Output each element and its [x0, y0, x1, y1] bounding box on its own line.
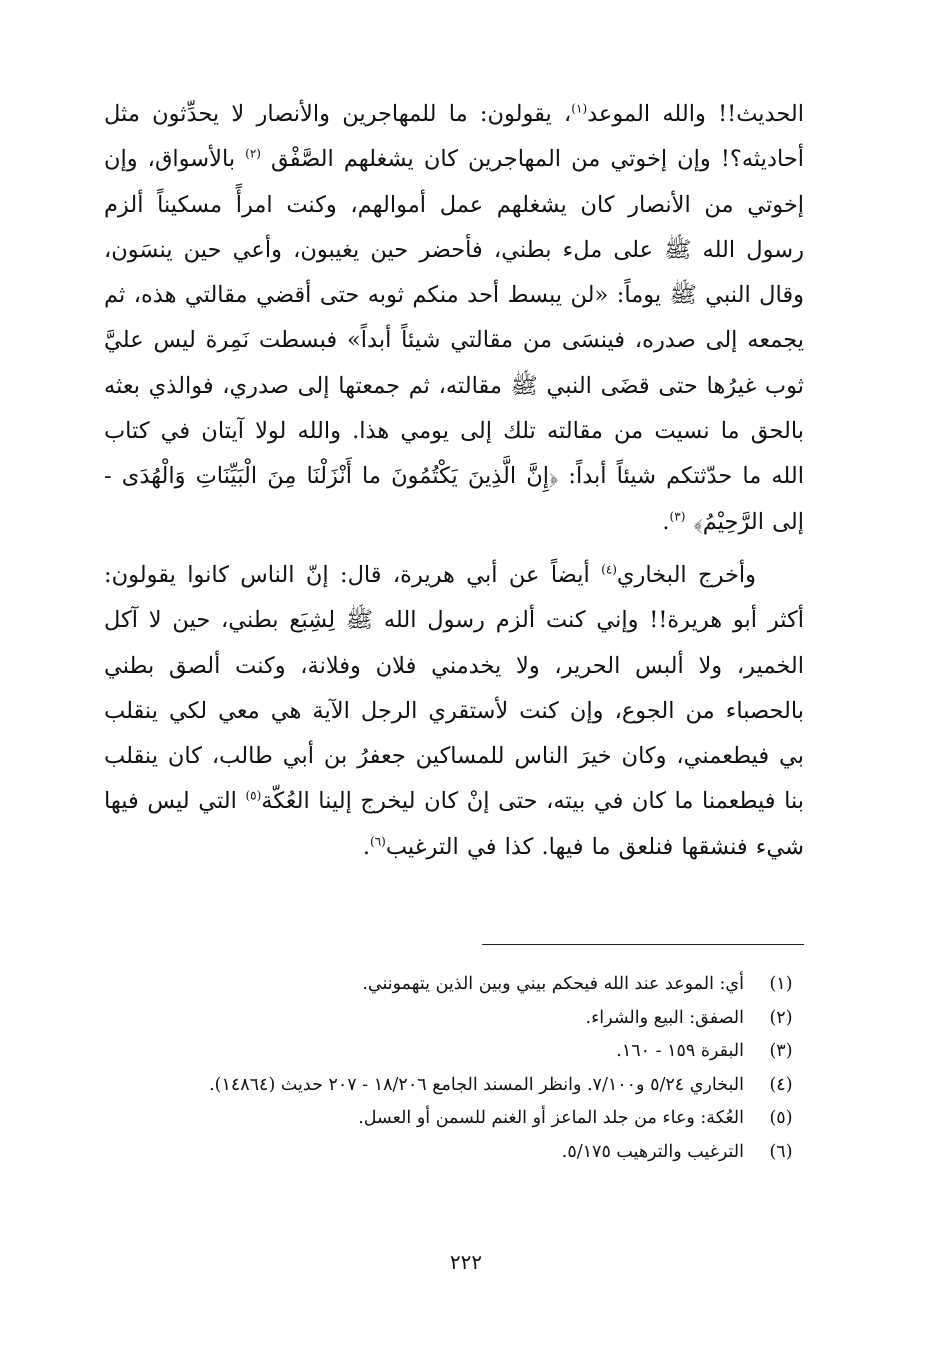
footnote-item — [104, 1136, 804, 1170]
paragraph-1 — [104, 92, 804, 545]
text-run: ، يقولون: ما للمهاجرين والأنصار لا يحدِّثون مثل أحاديثه؟! وإن إخوتي من المهاجرين كان يشغلهم الصَّفْق — [104, 101, 804, 173]
footnote-item — [104, 968, 804, 1002]
footnote-text: العُكة: وعاء من جلد الماعز أو الغنم للسمن أو العسل. — [358, 1108, 744, 1128]
footnote-item — [104, 1069, 804, 1103]
footnote-ref-3: (٣) — [669, 509, 686, 524]
footnote-text: البخاري ٥/٢٤ و٧/١٠٠. وانظر المسند الجامع ١٨/٢٠٦ - ٢٠٧ حديث (١٤٨٦٤). — [209, 1074, 744, 1095]
text-run: . — [662, 508, 670, 535]
text-run: بالأسواق، وإن إخوتي من الأنصار كان يشغلهم عمل أموالهم، وكنت امرأً مسكيناً ألزم رسول الله ﷺ على ملء بطني، فأحضر حين يغيبون، وأعي حين ينسَون، وقال النبي ﷺ يوماً: «لن يبسط أحد منكم ثوبه حتى أقضي مقالتي هذه، ثم يجمعه إلى صدره، فينسَى من مقالتي شيئاً أبداً» فبسطت نَمِرة ليس عليَّ ثوب غيرُها حتى قضَى النبي ﷺ مقالته، ثم جمعتها إلى صدري، فوالذي بعثه بالحق ما نسيت من مقالته تلك إلى يومي هذا. والله لولا آيتان في كتاب الله ما حدّثتكم شيئاً أبداً: ﴿إِنَّ الَّذِينَ يَكْتُمُونَ ما أَنْزَلْنَا مِنَ الْبَيِّنَاتِ وَالْهُدَى - إلى الرَّحِيْمُ﴾ — [104, 146, 804, 535]
footnote-item — [104, 1035, 804, 1069]
footnote-number: (٥) — [769, 1108, 793, 1128]
footnote-number: (٤) — [769, 1074, 793, 1095]
footnote-number: (٢) — [769, 1007, 793, 1028]
footnotes — [104, 968, 804, 1169]
footnote-divider — [482, 944, 804, 945]
footnote-item — [104, 1102, 804, 1136]
footnote-ref-4: (٤) — [601, 562, 617, 577]
footnote-number: (١) — [769, 974, 793, 994]
text-run: . — [362, 833, 370, 860]
text-run: أيضاً عن أبي هريرة، قال: إنّ الناس كانوا يقولون: أكثر أبو هريرة!! وإني كنت ألزم رسول الله ﷺ لِشِبَع بطني، حين لا آكل الخمير، ولا ألبس الحرير، ولا يخدمني فلان وفلانة، وكنت ألصق بطني بالحصباء من الجوع، وإن كنت لأستقري الرجل الآية هي معي لكي ينقلب بي فيطعمني، وكان خيرَ الناس للمساكين جعفرُ بن أبي طالب، كان ينقلب بنا فيطعمنا ما كان في بيته، حتى إنْ كان ليخرج إلينا العُكّة — [104, 561, 805, 815]
footnote-ref-6: (٦) — [370, 834, 386, 849]
footnote-ref-1: (١) — [571, 101, 588, 116]
footnote-ref-5: (٥) — [245, 788, 262, 803]
paragraph-2 — [104, 553, 804, 870]
text-run: التي ليس فيها شيء فنشقها فنلعق ما فيها. كذا في الترغيب — [104, 788, 804, 860]
footnote-text: البقرة ١٥٩ - ١٦٠. — [616, 1041, 744, 1061]
footnote-item — [104, 1002, 804, 1036]
footnote-text: الصفق: البيع والشراء. — [585, 1007, 744, 1028]
text-run: الحديث!! والله الموعد — [587, 101, 804, 127]
footnote-number: (٦) — [769, 1141, 793, 1162]
footnote-ref-2: (٢) — [245, 146, 261, 161]
main-text — [104, 92, 804, 870]
footnote-text: أي: الموعد عند الله فيحكم بيني وبين الذين يتهمونني. — [362, 974, 744, 994]
page-number: ٢٢٢ — [449, 1250, 483, 1274]
footnote-text: الترغيب والترهيب ٥/١٧٥. — [561, 1141, 744, 1162]
footnote-number: (٣) — [769, 1041, 793, 1061]
text-run: وأخرج البخاري — [616, 561, 757, 588]
